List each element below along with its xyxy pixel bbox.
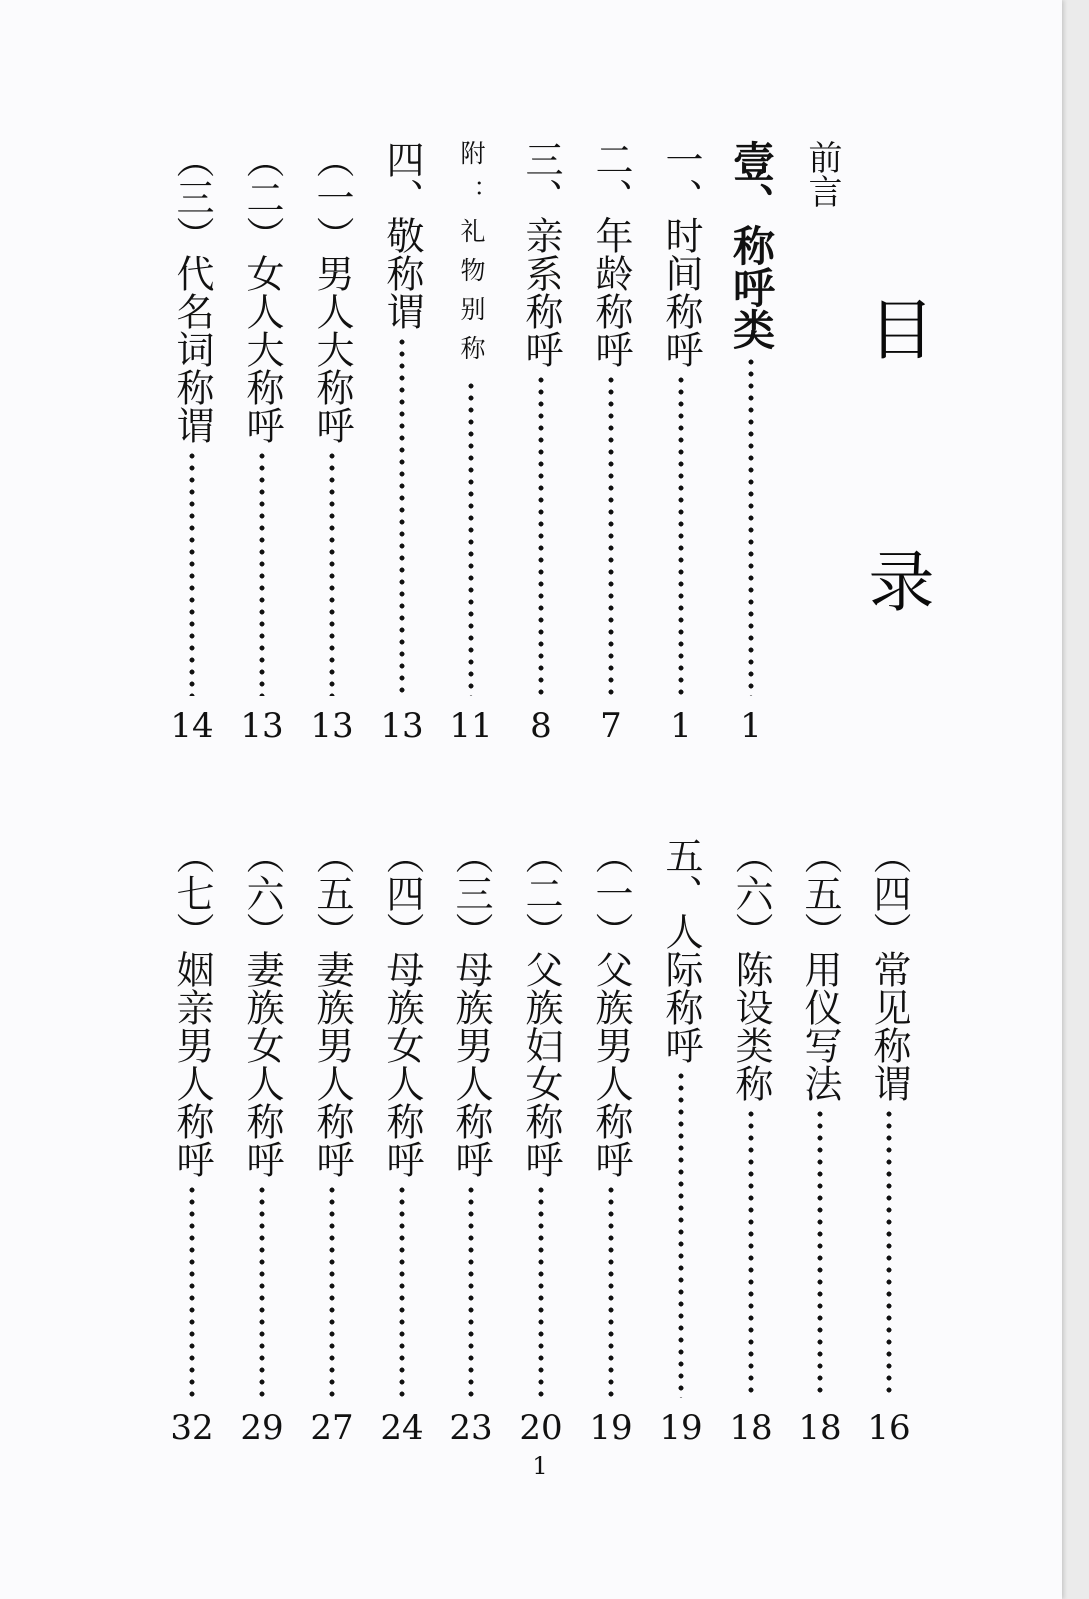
toc-entry-page: 13 bbox=[310, 706, 354, 746]
dot-leader bbox=[328, 450, 336, 696]
toc-entry-title: （七）姻亲男人称呼 bbox=[170, 836, 214, 1178]
dot-leader bbox=[398, 336, 406, 696]
dot-leader bbox=[747, 1108, 755, 1398]
toc-entry[interactable] bbox=[380, 140, 424, 746]
toc-entry[interactable] bbox=[310, 836, 354, 1448]
toc-entry-title: （二）父族妇女称呼 bbox=[519, 836, 563, 1178]
toc-entry-title: 二、年龄称呼 bbox=[589, 140, 633, 368]
toc-entry-title: 四、敬称谓 bbox=[380, 140, 424, 330]
dot-leader bbox=[467, 1184, 475, 1398]
toc-entry-title: 附：礼物别称 bbox=[457, 140, 486, 374]
toc-entry-page: 29 bbox=[240, 1408, 284, 1448]
page-title: 目 录 bbox=[857, 295, 934, 673]
toc-entry[interactable] bbox=[240, 140, 284, 746]
toc-entry[interactable] bbox=[659, 140, 703, 746]
dot-leader bbox=[607, 1184, 615, 1398]
toc-entry-title: 前言 bbox=[802, 140, 842, 208]
toc-entry-page: 24 bbox=[380, 1408, 424, 1448]
toc-entry-page: 13 bbox=[380, 706, 424, 746]
dot-leader bbox=[188, 1184, 196, 1398]
toc-entry-title: 一、时间称呼 bbox=[659, 140, 703, 368]
toc-entry[interactable] bbox=[170, 140, 214, 746]
toc-entry-title: （六）妻族女人称呼 bbox=[240, 836, 284, 1178]
toc-entry-page: 23 bbox=[449, 1408, 493, 1448]
toc-entry-title: 壹、称呼类 bbox=[727, 140, 776, 350]
toc-entry-page: 18 bbox=[729, 1408, 773, 1448]
toc-entry[interactable] bbox=[867, 836, 911, 1448]
dot-leader bbox=[677, 374, 685, 696]
dot-leader bbox=[816, 1108, 824, 1398]
toc-entry-page: 19 bbox=[659, 1408, 703, 1448]
toc-entry-title: （二）女人大称呼 bbox=[240, 140, 284, 444]
toc-entry[interactable] bbox=[170, 836, 214, 1448]
toc-entry-title: （四）常见称谓 bbox=[867, 836, 911, 1102]
toc-entry-title: （三）代名词称谓 bbox=[170, 140, 214, 444]
toc-entry[interactable] bbox=[519, 140, 563, 746]
dot-leader bbox=[885, 1108, 893, 1398]
toc-entry-page: 19 bbox=[589, 1408, 633, 1448]
dot-leader bbox=[607, 374, 615, 696]
toc-entry-title: （五）妻族男人称呼 bbox=[310, 836, 354, 1178]
dot-leader bbox=[328, 1184, 336, 1398]
dot-leader bbox=[677, 1070, 685, 1398]
dot-leader bbox=[747, 356, 755, 696]
toc-entry[interactable] bbox=[449, 836, 493, 1448]
page-number: 1 bbox=[532, 1452, 548, 1480]
toc-entry-page: 16 bbox=[867, 1408, 911, 1448]
toc-entry-title: （三）母族男人称呼 bbox=[449, 836, 493, 1178]
toc-entry[interactable] bbox=[519, 836, 563, 1448]
toc-entry[interactable] bbox=[589, 836, 633, 1448]
toc-entry[interactable] bbox=[800, 140, 844, 746]
toc-entry-title: （四）母族女人称呼 bbox=[380, 836, 424, 1178]
toc-entry-title: 五、人际称呼 bbox=[659, 836, 703, 1064]
toc-entry-title: （一）父族男人称呼 bbox=[589, 836, 633, 1178]
toc-entry-page: 1 bbox=[740, 706, 762, 746]
dot-leader bbox=[818, 214, 826, 696]
toc-entry-title: 三、亲系称呼 bbox=[519, 140, 563, 368]
dot-leader bbox=[398, 1184, 406, 1398]
toc-entry-page: 8 bbox=[530, 706, 552, 746]
toc-entry[interactable] bbox=[798, 836, 842, 1448]
toc-entry[interactable] bbox=[449, 140, 493, 746]
toc-entry-page: 27 bbox=[310, 1408, 354, 1448]
toc-entry[interactable] bbox=[729, 836, 773, 1448]
toc-entry-page: 20 bbox=[519, 1408, 563, 1448]
dot-leader bbox=[467, 380, 475, 696]
dot-leader bbox=[188, 450, 196, 696]
toc-entry-page: 14 bbox=[170, 706, 214, 746]
toc-entry-title: （五）用仪写法 bbox=[798, 836, 842, 1102]
toc-entry-page: 13 bbox=[240, 706, 284, 746]
dot-leader bbox=[537, 374, 545, 696]
toc-entry-page: 32 bbox=[170, 1408, 214, 1448]
toc-entry[interactable] bbox=[727, 140, 776, 746]
toc-entry-page: 1 bbox=[670, 706, 692, 746]
toc-entry[interactable] bbox=[659, 836, 703, 1448]
toc-entry-title: （六）陈设类称 bbox=[729, 836, 773, 1102]
toc-entry-page: 7 bbox=[600, 706, 622, 746]
dot-leader bbox=[258, 1184, 266, 1398]
toc-entry[interactable] bbox=[310, 140, 354, 746]
dot-leader bbox=[537, 1184, 545, 1398]
toc-entry[interactable] bbox=[380, 836, 424, 1448]
toc-entry-page: 18 bbox=[798, 1408, 842, 1448]
toc-entry-page: 11 bbox=[449, 706, 493, 746]
toc-entry[interactable] bbox=[240, 836, 284, 1448]
toc-entry-title: （一）男人大称呼 bbox=[310, 140, 354, 444]
toc-entry[interactable] bbox=[589, 140, 633, 746]
dot-leader bbox=[258, 450, 266, 696]
